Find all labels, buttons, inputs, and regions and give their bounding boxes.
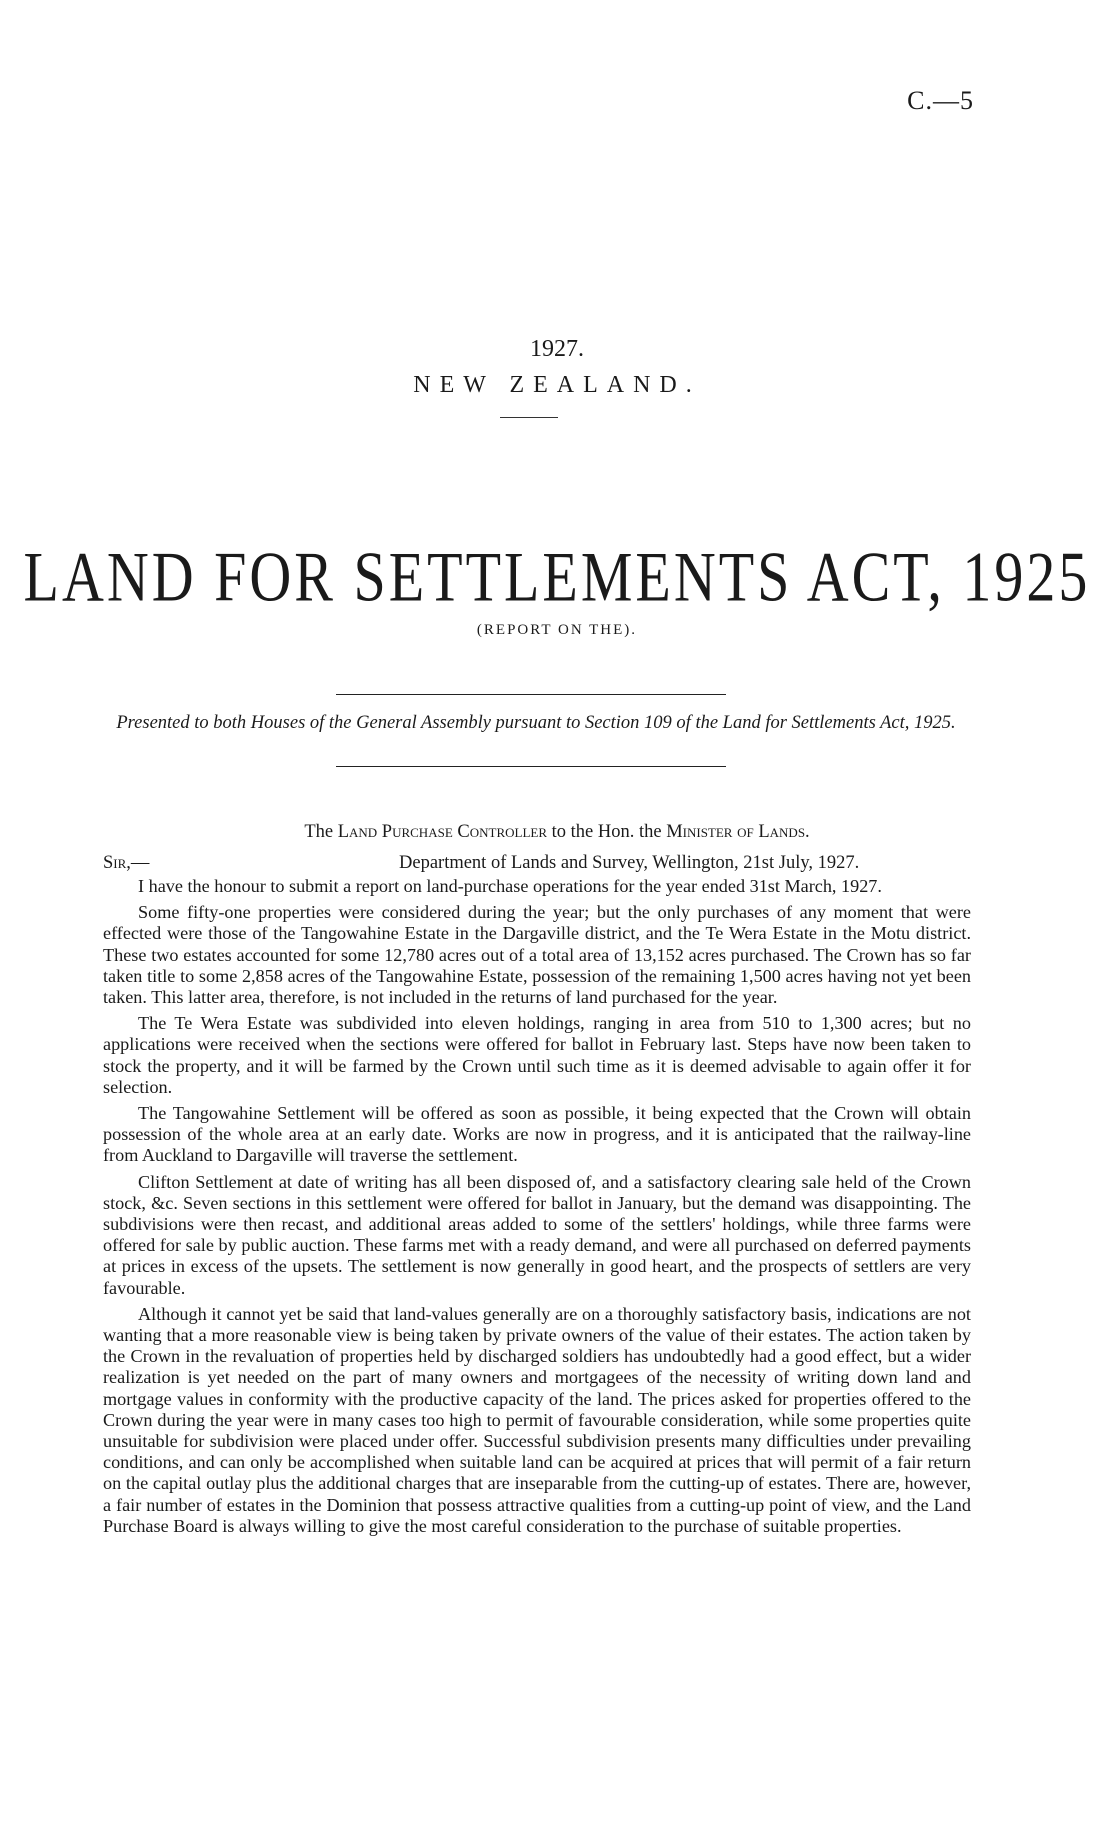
document-subtitle: (REPORT ON THE). bbox=[476, 622, 638, 638]
paragraph: Clifton Settlement at date of writing has all been disposed of, and a satisfactory clearing sale held of the Crown stock, &c. Seven sections in this settlement were offered for ballot in January, but the demand was disappointing. The subdivisions were then recast, and additional areas added to some of the settlers' holdings, while three farms were offered for sale by public auction. These farms met with a ready demand, and were all purchased on deferred payments at prices in excess of the upsets. The settlement is now generally in good heart, and the prospects of settlers are very favourable. bbox=[103, 1171, 971, 1298]
dateline: Department of Lands and Survey, Wellington, 21st July, 1927. bbox=[399, 853, 860, 873]
paragraph: The Tangowahine Settlement will be offered as soon as possible, it being expected that the Crown will obtain possession of the whole area at an early date. Works are now in progress, and it is anticipated that the railway-line from Auckland to Dargaville will traverse the settlement. bbox=[103, 1103, 971, 1166]
page-reference: C.—5 bbox=[907, 86, 974, 115]
report-year: 1927. bbox=[530, 336, 584, 362]
address-to: to the Hon. the bbox=[547, 822, 667, 842]
divider-bottom bbox=[336, 766, 726, 767]
letter-address-line bbox=[0, 822, 1114, 843]
paragraph: I have the honour to submit a report on land-purchase operations for the year ended 31st March, 1927. bbox=[138, 876, 882, 896]
short-divider bbox=[500, 417, 558, 418]
paragraph: Some fifty-one properties were considered during the year; but the only purchases of any moment that were effected were those of the Tangowahine Estate in the Dargaville district, and the Te Wera Estate in the Motu district. These two estates accounted for some 12,780 acres out of a total area of 13,152 acres purchased. The Crown has so far taken title to some 2,858 acres of the Tangowahine Estate, possession of the remaining 1,500 acres having not yet been taken. This latter area, therefore, is not included in the returns of land purchased for the year. bbox=[103, 902, 971, 1008]
country-heading: NEW ZEALAND. bbox=[413, 372, 701, 398]
address-sender: Land Purchase Controller bbox=[337, 822, 547, 842]
letter-body bbox=[103, 876, 971, 1542]
salutation: Sir,— bbox=[103, 853, 150, 873]
paragraph: Although it cannot yet be said that land-values generally are on a thoroughly satisfactory basis, indications are not wanting that a more reasonable view is being taken by private owners of the value of their estates. The action taken by the Crown in the revaluation of properties held by discharged soldiers has undoubtedly had a good effect, but a wider realization is yet needed on the part of many owners and mortgagees of the necessity of writing down land and mortgage values in conformity with the productive capacity of the land. The prices asked for properties offered to the Crown during the year were in many cases too high to permit of favourable consideration, while some properties quite unsuitable for subdivision were placed under offer. Successful subdivision presents many difficulties under prevailing conditions, and can only be accomplished when suitable land can be acquired at prices that will permit of a fair return on the capital outlay plus the additional charges that are inseparable from the cutting-up of estates. There are, however, a fair number of estates in the Dominion that possess attractive qualities from a cutting-up point of view, and the Land Purchase Board is always willing to give the most careful consideration to the purchase of suitable properties. bbox=[103, 1303, 971, 1536]
document-title: LAND FOR SETTLEMENTS ACT, 1925 bbox=[23, 537, 1091, 617]
presented-note: Presented to both Houses of the General Assembly pursuant to Section 109 of the Land for Settlements Act, 1925. bbox=[116, 713, 956, 733]
address-end: . bbox=[805, 822, 810, 842]
address-recipient: Minister of Lands bbox=[666, 822, 806, 842]
divider-top bbox=[336, 694, 726, 695]
paragraph: The Te Wera Estate was subdivided into eleven holdings, ranging in area from 510 to 1,300 acres; but no applications were received when the sections were offered for ballot in February last. Steps have now been taken to stock the property, and it will be farmed by the Crown until such time as it is deemed advisable to again offer it for selection. bbox=[103, 1013, 971, 1097]
address-the: The bbox=[304, 822, 338, 842]
